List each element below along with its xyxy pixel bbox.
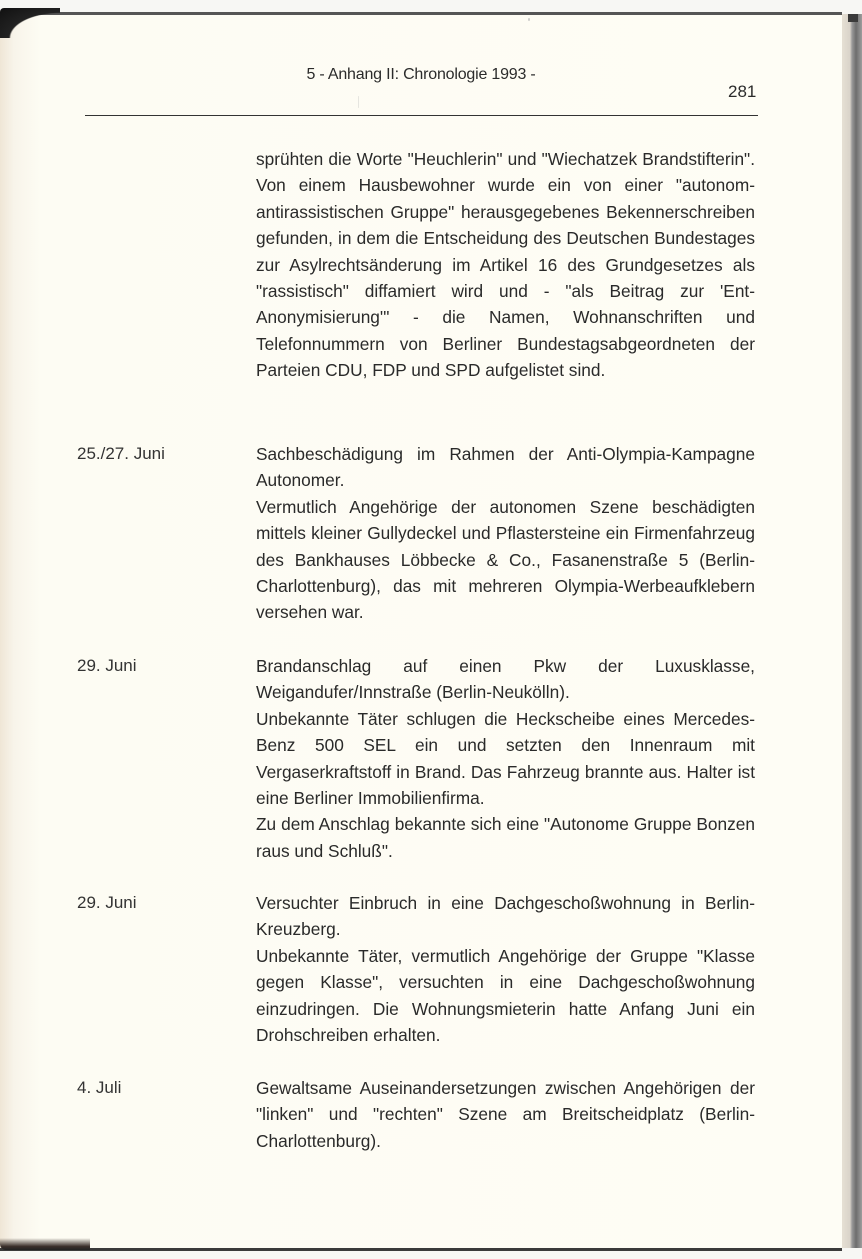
entry-paragraph: Unbekannte Täter schlugen die Heckscheibe eines Mercedes-Benz 500 SEL ein und setzten den Innenraum mit Vergaserkraftstoff in Brand. Das Fahrzeug brannte aus. Halter ist eine Berliner Immobilienfirma. — [256, 708, 755, 809]
running-title-text: 5 - Anhang II: Chronologie 1993 - — [306, 66, 536, 83]
entry-body — [256, 890, 755, 1048]
page-curl-top — [0, 8, 60, 38]
entry-paragraph: Brandanschlag auf einen Pkw der Luxusklasse, Weigandufer/Innstraße (Berlin-Neukölln). — [256, 656, 755, 703]
page-curl-bottom — [0, 1238, 90, 1250]
scan-speck — [528, 18, 530, 21]
entry-paragraph: Zu dem Anschlag bekannte sich eine "Autonome Gruppe Bonzen raus und Schluß". — [256, 814, 755, 861]
page-edge-corner — [848, 14, 858, 22]
entry-date: 4. Juli — [77, 1078, 122, 1097]
header-rule — [85, 115, 758, 116]
entry-paragraph: Versuchter Einbruch in eine Dachgeschoßwohnung in Berlin-Kreuzberg. — [256, 893, 755, 940]
entry-paragraph: Sachbeschädigung im Rahmen der Anti-Olympia-Kampagne Autonomer. — [256, 444, 755, 491]
scan-speck — [358, 96, 359, 108]
entry-body — [256, 653, 755, 864]
entry-date: 25./27. Juni — [77, 444, 165, 463]
entry-paragraph: Gewaltsame Auseinandersetzungen zwischen Angehörigen der "linken" und "rechten" Szene am Breitscheidplatz (Berlin-Charlottenburg). — [256, 1078, 755, 1151]
entry-paragraph: Unbekannte Täter, vermutlich Angehörige der Gruppe "Klasse gegen Klasse", versuchten in eine Dachgeschoßwohnung einzudringen. Die Wohnungsmieterin hatte Anfang Juni ein Drohschreiben erhalten. — [256, 945, 755, 1046]
entry-paragraph: sprühten die Worte "Heuchlerin" und "Wiechatzek Brandstifterin". Von einem Hausbewohner wurde ein von einer "autonom-antirassistischen Gruppe" herausgegebenes Bekennerschreiben gefunden, in dem die Entscheidung des Deutschen Bundestages zur Asylrechtsänderung im Artikel 16 des Grundgesetzes als "rassistisch" diffamiert wird und - "als Beitrag zur 'EntAnonymisierung'" - die Namen, Wohnanschriften und Telefonnummern von Berliner Bundestagsabgeordneten der Parteien CDU, FDP und SPD aufgelistet sind. — [256, 149, 755, 381]
entry-paragraph: Vermutlich Angehörige der autonomen Szene beschädigten mittels kleiner Gullydeckel und Pflastersteine ein Firmenfahrzeug des Bankhauses Löbbecke & Co., Fasanenstraße 5 (Berlin-Charlottenburg), das mit mehreren Olympia-Werbeaufklebern versehen war. — [256, 496, 755, 623]
page-number: 281 — [728, 82, 757, 101]
page-edge-right — [842, 14, 862, 1248]
entry-body — [256, 441, 755, 626]
entry-body — [256, 146, 755, 384]
entry-body — [256, 1075, 755, 1154]
entry-date: 29. Juni — [77, 893, 137, 912]
entry-date: 29. Juni — [77, 656, 137, 675]
